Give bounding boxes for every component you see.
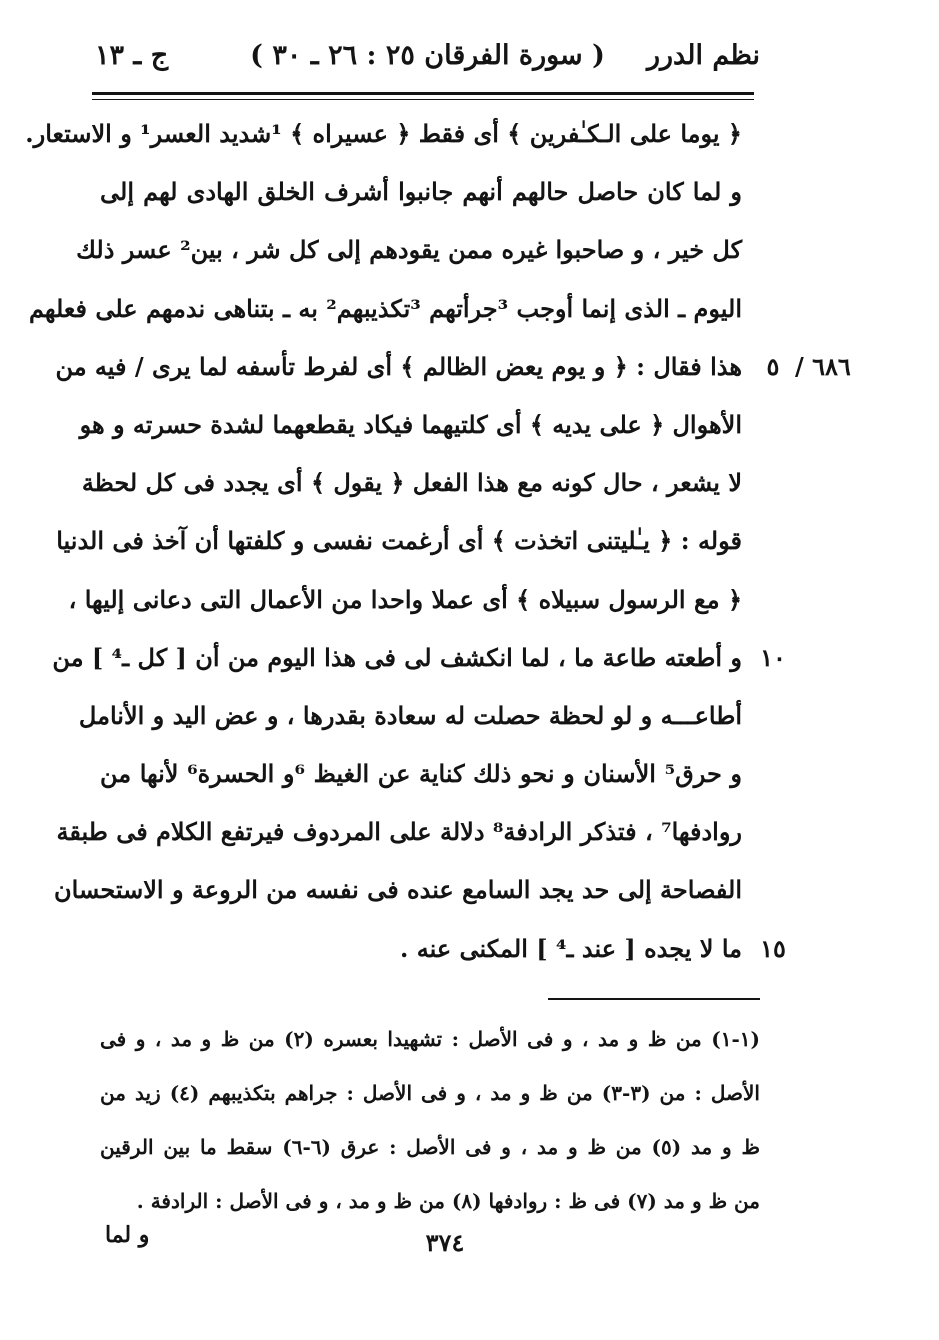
text-line: هذا فقال : ﴿ و يوم يعض الظالم ﴾ أى لفرط تأسفه لما يرى / فيه من: [55, 351, 742, 381]
footnotes: [100, 1012, 760, 1228]
text-line: ما لا يجده [ عند ـ⁴ ] المكنى عنه .: [400, 933, 742, 963]
text-line: لا يشعر ، حال كونه مع هذا الفعل ﴿ يقول ﴾ أى يجدد فى كل لحظة: [81, 468, 742, 498]
footnote-line: ظ و مد (٥) من ظ و مد ، و فى الأصل : عرق (٦-٦) سقط ما بين الرقين: [100, 1135, 761, 1159]
text-line: كل خير ، و صاحبوا غيره ممن يقودهم إلى كل شر ، بين² عسر ذلك: [76, 235, 742, 265]
header-rule-thin: [92, 99, 754, 100]
text-line: ﴿ مع الرسول سبيلاه ﴾ أى عملا واحدا من الأعمال التى دعانى إليها ،: [68, 584, 742, 614]
text-line: روادفها⁷ ، فتذكر الرادفة⁸ دلالة على المردوف فيرتفع الكلام فى طبقة: [56, 817, 742, 847]
header-rule-thick: [92, 92, 754, 95]
text-line: و أطعته طاعة ما ، لما انكشف لى فى هذا اليوم من أن [ كل ـ⁴ ] من: [52, 642, 742, 672]
footnote-rule: [548, 998, 760, 1000]
text-line: قوله : ﴿ يـٰليتنى اتخذت ﴾ أى أرغمت نفسى و كلفتها أن آخذ فى الدنيا: [56, 526, 742, 556]
running-header: [95, 40, 760, 90]
surah-reference: ( سورة الفرقان ٢٥ : ٢٦ ـ ٣٠ ): [250, 40, 605, 71]
catchword: و لما: [105, 1222, 150, 1248]
text-line: الفصاحة إلى حد يجد السامع عنده فى نفسه من الروعة و الاستحسان: [54, 875, 742, 905]
footnote-line: الأصل : من (٣-٣) من ظ و مد ، و فى الأصل : جراهم بتكذيبهم (٤) زيد من: [100, 1081, 760, 1105]
text-line: ﴿ يوما على الـكـٰفرين ﴾ أى فقط ﴿ عسيراه ﴾ ¹شديد العسر¹ و الاستعار.: [25, 119, 742, 148]
book-title: نظم الدرر: [646, 40, 760, 71]
text-line: اليوم ـ الذى إنما أوجب ³جرأتهم ³تكذيبهم² به ـ بتناهى ندمهم على فعلهم: [28, 293, 742, 323]
text-line: و لما كان حاصل حالهم أنهم جانبوا أشرف الخلق الهادى لهم إلى: [100, 177, 742, 207]
volume-number: ج ـ ١٣: [95, 40, 169, 71]
line-marker-5: ٥: [766, 352, 780, 381]
footnote-line: من ظ و مد (٧) فى ظ : روادفها (٨) من ظ و مد ، و فى الأصل : الرادفة .: [136, 1189, 760, 1213]
line-marker-10: ١٠: [760, 643, 786, 672]
text-line: الأهوال ﴿ على يديه ﴾ أى كلتيهما فيكاد يقطعهما لشدة حسرته و هو: [79, 409, 742, 439]
footnote-line: (١-١) من ظ و مد ، و فى الأصل : تشهيدا بعسره (٢) من ظ و مد ، و فى: [100, 1027, 760, 1051]
margin-page-reference: ٦٨٦ /: [795, 352, 851, 381]
text-line: أطاعـــه و لو لحظة حصلت له سعادة بقدرها ، و عض اليد و الأنامل: [78, 700, 742, 730]
page-number: ٣٧٤: [425, 1228, 465, 1257]
line-marker-15: ١٥: [760, 934, 786, 963]
text-line: و حرق⁵ الأسنان و نحو ذلك كناية عن الغيظ ⁶و الحسرة⁶ لأنها من: [100, 759, 743, 789]
main-text: [25, 105, 743, 978]
